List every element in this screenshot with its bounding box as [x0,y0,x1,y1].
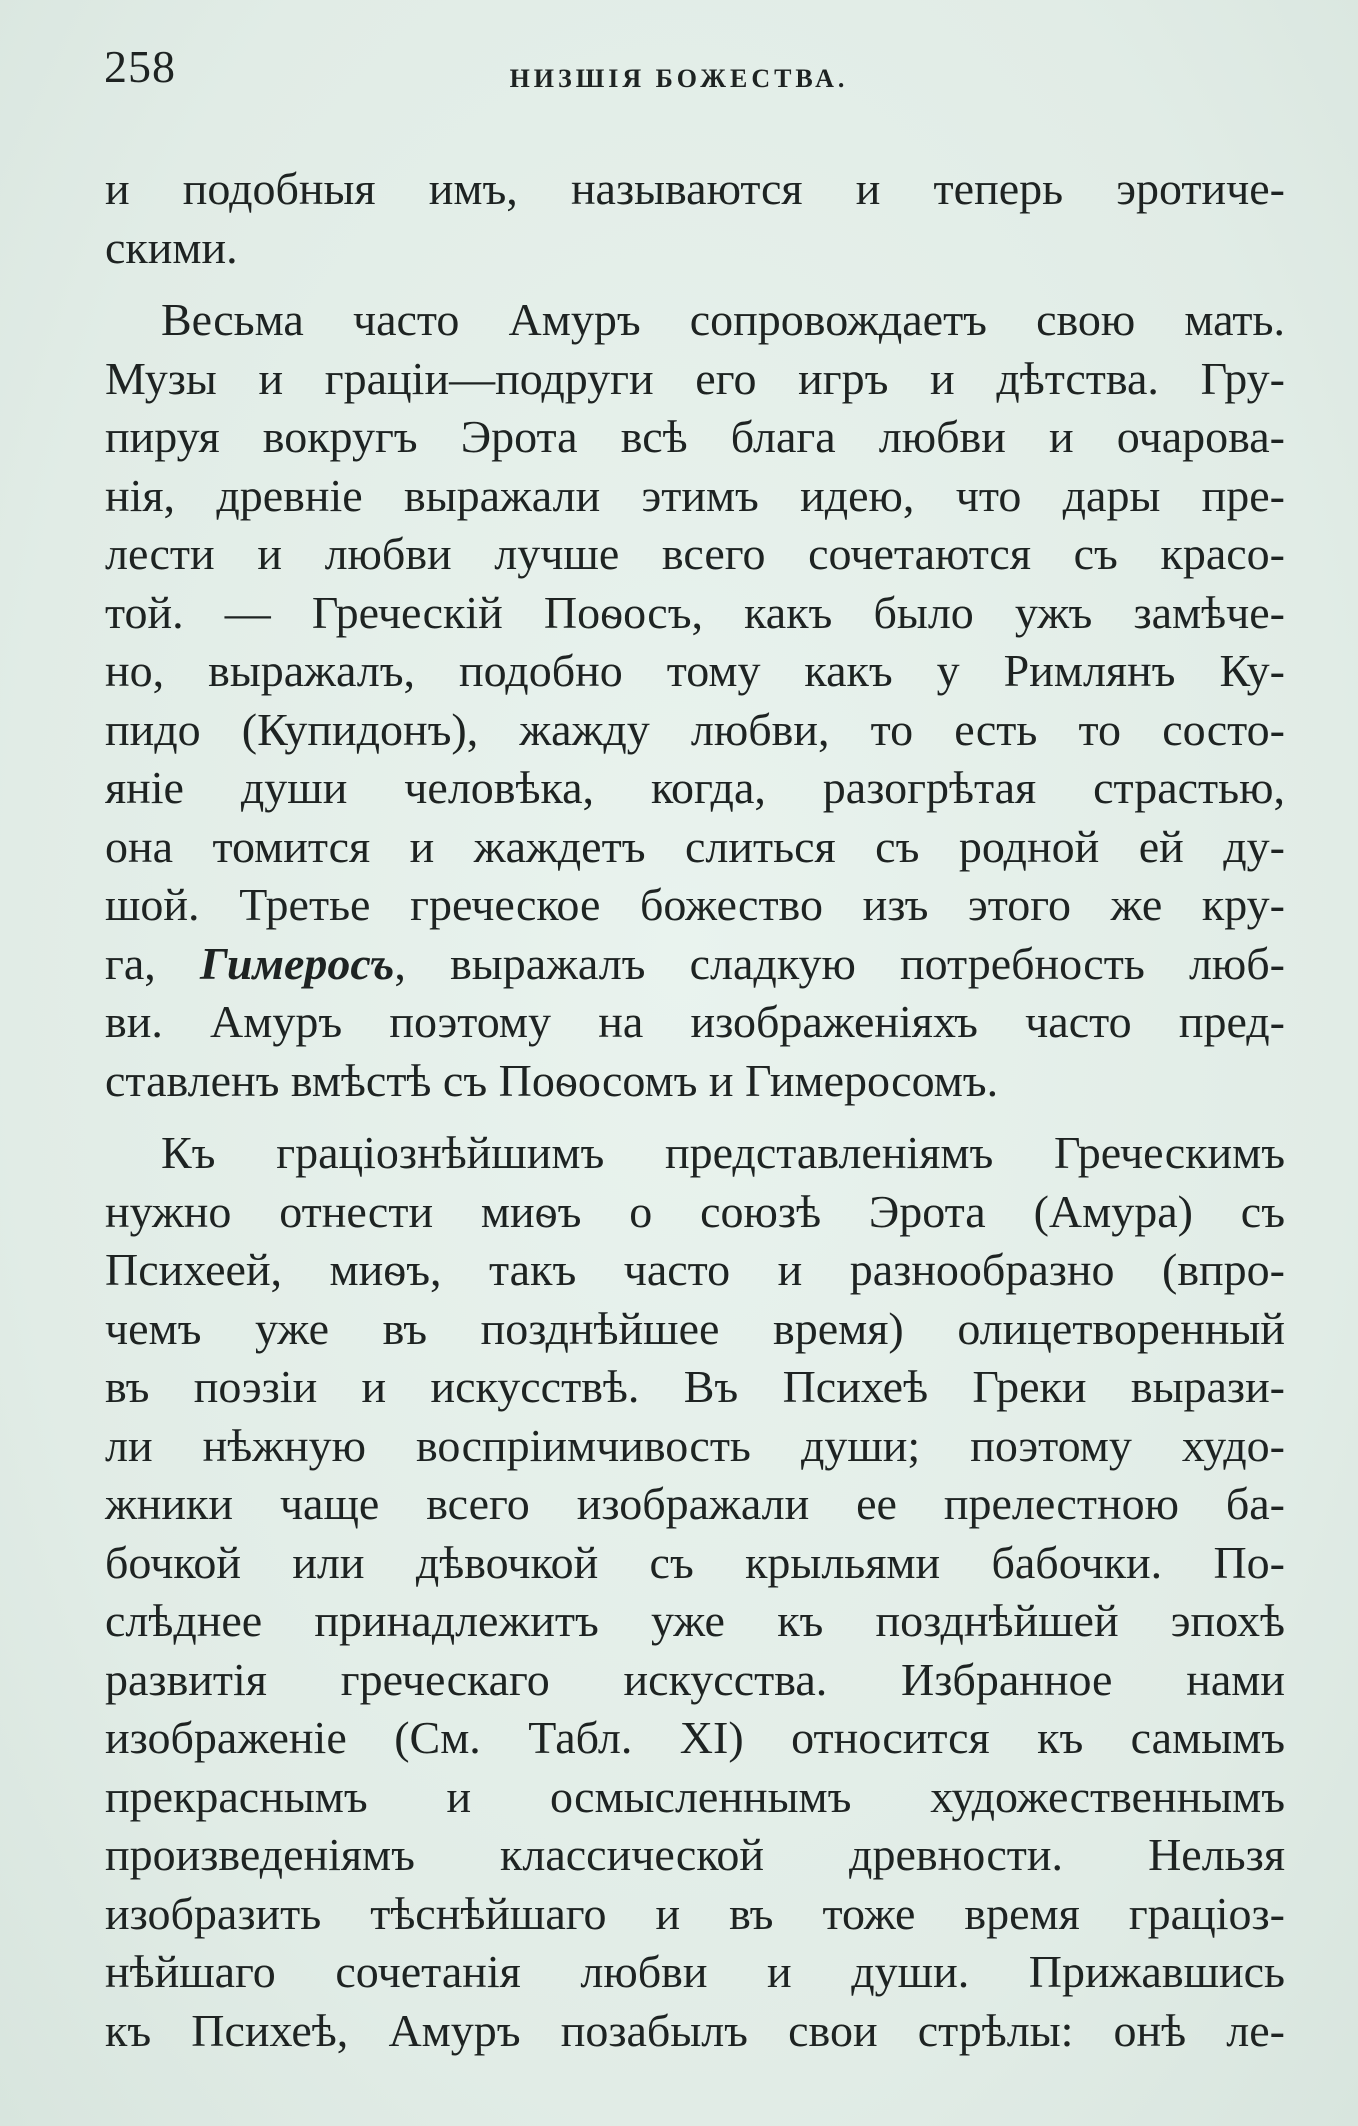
text-fragment: га, [105,937,200,989]
text-line: слѣднее принадлежитъ уже къ позднѣйшей эпохѣ [105,1595,1285,1646]
text-line: и подобныя имъ, называются и теперь эротиче- [105,163,1285,214]
text-line: ставленъ вмѣстѣ съ Поѳосомъ и Гимеросомъ. [105,1054,999,1106]
page-header [0,40,1358,110]
body-text [105,160,1285,2060]
text-line: бочкой или дѣвочкой съ крыльями бабочки. По- [105,1536,1285,1588]
text-line: но, выражалъ, подобно тому какъ у Римлянъ Ку- [105,645,1285,696]
text-line: изображеніе (См. Табл. XI) относится къ самымъ [105,1712,1285,1763]
text-line: яніе души человѣка, когда, разогрѣтая страстью, [105,762,1285,813]
text-line: нѣйшаго сочетанія любви и души. Прижавшись [105,1946,1285,1997]
text-line: пидо (Купидонъ), жажду любви, то есть то состо- [105,703,1285,755]
text-line: нужно отнести миѳъ о союзѣ Эрота (Амура) съ [105,1185,1285,1237]
text-line: пируя вокругъ Эрота всѣ блага любви и очарова- [105,411,1285,462]
emphasized-name: Гимеросъ [199,937,395,989]
text-line: скими. [105,221,238,273]
text-line: той. — Греческій Поѳосъ, какъ было ужъ замѣче- [105,586,1285,638]
text-line: ви. Амуръ поэтому на изображеніяхъ часто пред- [105,996,1285,1047]
text-line: она томится и жаждетъ слиться съ родной ей ду- [105,820,1285,872]
paragraph-3 [105,1124,1285,2060]
text-line: шой. Третье греческое божество изъ этого же кру- [105,879,1285,930]
text-line: нія, древніе выражали этимъ идею, что дары пре- [105,469,1285,521]
text-line: въ поэзіи и искусствѣ. Въ Психеѣ Греки вырази- [105,1361,1285,1412]
running-title: НИЗШІЯ БОЖЕСТВА. [509,64,849,93]
text-line: жники чаще всего изображали ее прелестною ба- [105,1478,1285,1529]
text-line: произведеніямъ классической древности. Нельзя [105,1829,1285,1880]
text-line: Психеей, миѳъ, такъ часто и разнообразно (впро- [105,1244,1285,1295]
text-line: изобразить тѣснѣйшаго и въ тоже время граціоз- [105,1887,1285,1939]
paragraph-1 [105,160,1285,277]
text-line-with-emphasis [105,935,1285,994]
text-line: къ Психеѣ, Амуръ позабылъ свои стрѣлы: онѣ ле- [105,2004,1285,2056]
text-line: прекраснымъ и осмысленнымъ художественнымъ [105,1770,1285,1822]
text-line: развитія греческаго искусства. Избранное нами [105,1653,1285,1705]
text-line: ли нѣжную воспріимчивость души; поэтому худо- [105,1419,1285,1471]
text-line: Къ граціознѣйшимъ представленіямъ Греческимъ [161,1127,1285,1178]
paragraph-2 [105,291,1285,1110]
page-number: 258 [104,41,176,92]
text-line: Музы и граціи—подруги его игръ и дѣтства. Гру- [105,352,1285,404]
text-fragment: , выражалъ сладкую потребность люб- [394,937,1285,989]
text-line: чемъ уже въ позднѣйшее время) олицетворенный [105,1302,1285,1354]
text-line: лести и любви лучше всего сочетаются съ красо- [105,528,1285,579]
text-line: Весьма часто Амуръ сопровождаетъ свою мать. [161,294,1285,345]
